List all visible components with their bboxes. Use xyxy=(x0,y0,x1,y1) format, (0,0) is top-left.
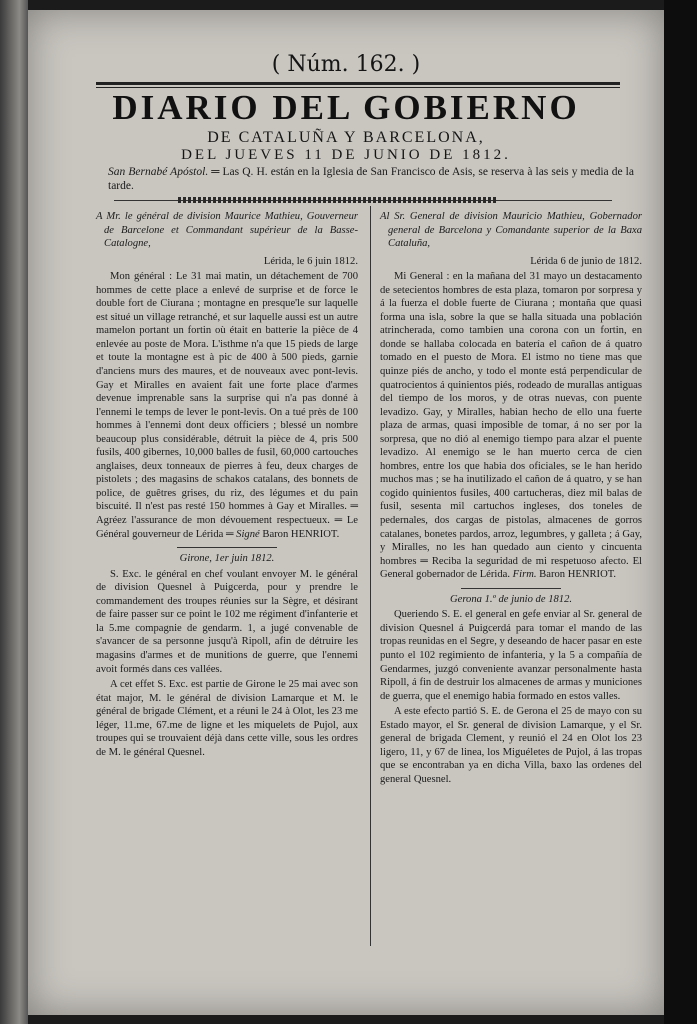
issue-date: DEL JUEVES 11 DE JUNIO DE 1812. xyxy=(181,147,511,163)
dispatch-paragraph-2: A este efecto partió S. E. de Gerona el 25 de mayo con su Estado mayor, el Sr. general de division Lamarque, y el Sr. general de brigada Clement, y reunió el 24 en Olot los 23 ligero, 11, y 67 de linea, los Miguéletes de Pujol, á las tropas que se encontraban ya en dicha Villa, baxo las ordenes del general Quesnel. xyxy=(380,706,642,785)
book-gutter xyxy=(0,0,28,1024)
notice-text: ═ Las Q. H. están en la Iglesia de San Francisco de Asis, se reserva à las seis y media de la tarde. xyxy=(108,166,634,192)
letter-address: Al Sr. General de division Mauricio Mathieu, Gobernador general de Barcelona y Comandante superior de la Baxa Cataluña, xyxy=(380,211,642,250)
dispatch-paragraph-1: Queriendo S. E. el general en gefe enviar al Sr. general de division Quesnel á Puigcerdá para tomar el mando de las tropas reunidas en el Segre, y deseando de hacer pasar en este punto el 102 regimiento de infanteria, y la 5 a compañía de Gendarmes, juzgó conveniente avanzar personalmente hasta Ripoll, á fin de destruir los almacenes de armas y municiones de guerra, que el enemigo habia formado en estos valles. xyxy=(380,609,642,702)
letter-body: Mi General : en la mañana del 31 mayo un destacamento de setecientos hombres de esta plaza, tomaron por sorpresa y á la fuerza el doble fuerte de Ciurana ; montaña que quasi forma una isla, sobre la que se halla situada una población atrincherada, como tambien una corona con un fortin, en donde se hallaba colocada en batería el cañon de á quatro tomado en el puesto de Mora. El istmo no tiene mas que quinze piés de ancho, y todo el monte está perpendicular de quatrocientos á quinientos piés, rodeado de murallas antiguas del tiempo de los moros, y de otras nuevas, con puente levadizo. Gay, y Miralles, habian hecho de ello una fuerte plaza de armas, quasi imposible de tomar, á no ser por la sorpresa, que no dió al enemigo tiempo para alzar el puente levadizo. Al enemigo se le han muerto cerca de cien hombres, entre los que habia dos oficiales, se le han herido muchos mas ; se ha inutilizado el cañon de á quatro, y se han cogido quinientos fusiles, 400 cartucheras, diez mil balas de fusil, sesenta mil cartuchos ingleses, dos toneles de pedernales, dos cargas de pistolas, almacenes de gorros catalanes, bonetes pardos, arroz, legumbres, y galleta ; á Gay, y Miralles, no les han quedado aun ciento y cincuenta hombres ═ Reciba la seguridad de mi respetuoso afecto. El General gobernador de Lérida. Firm. Baron HENRIOT. xyxy=(380,271,642,581)
ornament-rule xyxy=(178,197,498,203)
signature-label: Firm. xyxy=(512,569,537,581)
spanish-column xyxy=(380,210,642,786)
letter-address: A Mr. le général de division Maurice Mathieu, Gouverneur de Barcelone et Commandant supérieur de la Basse-Catalogne, xyxy=(96,211,358,250)
page-edge-shadow xyxy=(664,0,697,1024)
column-divider xyxy=(370,206,371,946)
newspaper-title: DIARIO DEL GOBIERNO xyxy=(112,88,580,127)
letter-place-date: Lérida 6 de junio de 1812. xyxy=(530,255,642,267)
newspaper-subtitle: DE CATALUÑA Y BARCELONA, xyxy=(207,129,485,146)
saint-of-day: San Bernabé Apóstol. xyxy=(108,166,209,178)
dispatch-paragraph-2: A cet effet S. Exc. est partie de Girone le 25 mai avec son état major, M. le général de division Lamarque et M. le général de brigade Clément, et a réuni le 24 à Olot, les 23 me léger, 11.me, 67.me de ligne et les miquelets de Pujol, aux troupes qui se trouvaient déjà dans cette ville, sous les ordres de M. le général Quesnel. xyxy=(96,679,358,758)
dispatch-heading: Gerona 1.º de junio de 1812. xyxy=(449,593,573,605)
dispatch-heading: Girone, 1er juin 1812. xyxy=(179,553,275,565)
signature-label: Signé xyxy=(236,528,260,540)
separator xyxy=(177,547,277,548)
separator xyxy=(461,588,561,589)
newspaper-page xyxy=(28,10,664,1015)
signer-name: Baron HENRIOT. xyxy=(539,569,617,581)
issue-number: ( Núm. 162. ) xyxy=(271,52,421,77)
french-column xyxy=(96,210,358,759)
letter-body: Mon général : Le 31 mai matin, un détachement de 700 hommes de cette place a enlevé de surprise et de force le double fort de Ciurana ; montagne en presque'le sur laquelle est situé un village retranché, et sur laquelle aussi est un autre mamelon portant un fortin où était en batterie la pièce de 4 enlevée au poste de Mora. L'isthme n'a que 15 pieds de large et toute la montagne est à pic de 400 à 500 pieds, garnie d'anciens murs des maures, et de nouveaux avec pont-levis. Gay et Miralles en avaient fait une forte place d'armes devenue imprenable sans la surprise qui n'a pas donné à l'ennemi le temps de lever le pont-levis. On a tué près de 100 hommes à l'ennemi dont deux officiers ; blessé un nombre beaucoup plus considérable, détruit la pièce de 4, pris 500 fusils, 400 gibernes, 10,000 balles de fusil, 60,000 cartouches anglaises, deux tonneaux de pierres à feu, deux charges de pistolets ; des magasins de schakos catalans, des bonnets de police, de guêtres grises, du riz, des légumes et du pain biscuité. Il n'est pas resté 150 hommes à Gay et Miralles. ═ Agréez l'assurance de mon dévouement respectueux. ═ Le Général gouverneur de Lérida ═ Signé Baron HENRIOT. xyxy=(96,271,358,540)
masthead-rule xyxy=(96,82,620,85)
letter-place-date: Lérida, le 6 juin 1812. xyxy=(263,255,358,267)
signer-name: Baron HENRIOT. xyxy=(262,528,340,540)
daily-notice xyxy=(108,165,634,193)
dispatch-paragraph-1: S. Exc. le général en chef voulant envoyer M. le général de division Quesnel à Puigcerda, pour y prendre le commandement des troupes réunies sur la Sègre, et désirant de faire passer sur ce point le 102 me régiment d'infanterie et la 5.me compagnie de gendarm. 1, a jugé convenable de s'avancer de sa personne jusqu'à Ripoll, afin de détruire les magasins d'armes et de munitions de guerre, que l'ennemi avoit formés dans ces vallées. xyxy=(96,568,358,675)
